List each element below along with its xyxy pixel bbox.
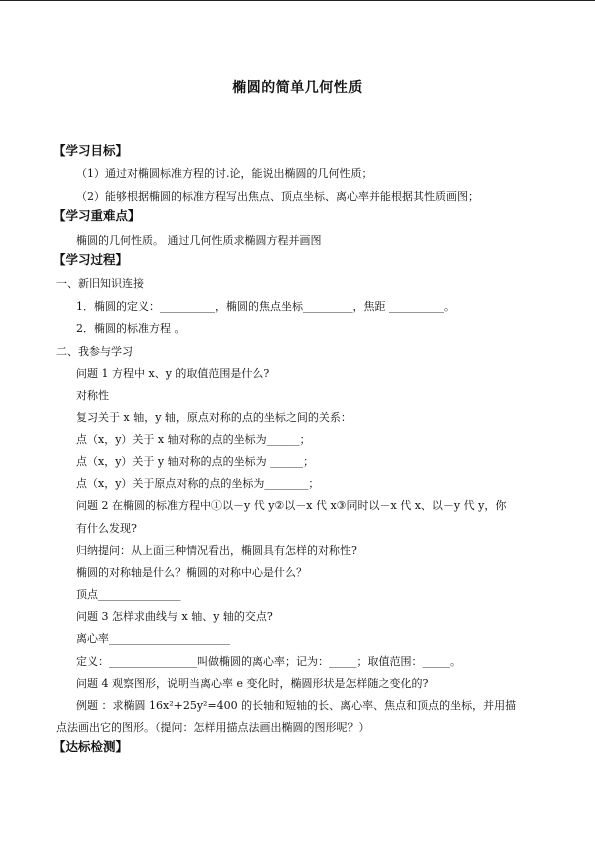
- section-heading-assessment: 【达标检测】: [53, 739, 129, 754]
- ellipse-definition-line: 1．椭圆的定义：__________，椭圆的焦点坐标_________，焦距 __________。: [76, 300, 455, 313]
- question-3: 问题 3 怎样求曲线与 x 轴、y 轴的交点?: [76, 610, 273, 623]
- axis-center-question: 椭圆的对称轴是什么？椭圆的对称中心是什么？: [76, 566, 307, 579]
- keypoints-text: 椭圆的几何性质。 通过几何性质求椭圆方程并画图: [76, 234, 322, 247]
- eccentricity-line: 离心率______________________: [76, 632, 230, 645]
- process-part-2-heading: 二、我参与学习: [56, 345, 133, 358]
- process-part-1-heading: 一、新旧知识连接: [56, 277, 144, 290]
- question-1: 问题 1 方程中 x、y 的取值范围是什么?: [76, 367, 270, 380]
- symmetry-y-axis: 点（x，y）关于 y 轴对称的点的坐标为 ______；: [76, 455, 315, 468]
- question-2: 问题 2 在椭圆的标准方程中①以－y 代 y②以－x 代 x③同时以－x 代 x、以－y 代 y，你: [76, 499, 507, 512]
- example-problem-continued: 点法画出它的图形。（提问：怎样用描点法画出椭圆的图形呢？）: [56, 721, 370, 734]
- goal-item-2: （2）能够根据椭圆的标准方程写出焦点、顶点坐标、离心率并能根据其性质画图；: [76, 190, 479, 203]
- symmetry-x-axis: 点（x，y）关于 x 轴对称的点的坐标为______；: [76, 433, 311, 446]
- standard-equation-line: 2．椭圆的标准方程 。: [76, 322, 186, 335]
- eccentricity-definition: 定义：________________叫做椭圆的离心率；记为：_____；取值范围：_____。: [76, 655, 461, 668]
- section-heading-goals: 【学习目标】: [53, 143, 129, 158]
- vertex-line: 顶点_______________: [76, 588, 181, 601]
- page-top-rule: [0, 0, 595, 1]
- goal-item-1: （1）通过对椭圆标准方程的讨.论，能说出椭圆的几何性质；: [76, 167, 373, 180]
- symmetry-label: 对称性: [76, 389, 109, 402]
- symmetry-origin: 点（x，y）关于原点对称的点的坐标为________；: [76, 477, 320, 490]
- section-heading-process: 【学习过程】: [53, 252, 129, 267]
- section-heading-keypoints: 【学习重难点】: [53, 208, 141, 223]
- page-title: 椭圆的简单几何性质: [232, 80, 363, 96]
- summary-question: 归纳提问：从上面三种情况看出，椭圆具有怎样的对称性?: [76, 544, 357, 557]
- example-problem: 例题 ：求椭圆 16x²+25y²=400 的长轴和短轴的长、离心率、焦点和顶点的坐标，并用描: [76, 699, 517, 712]
- question-2-continued: 有什么发现?: [76, 522, 137, 535]
- symmetry-review: 复习关于 x 轴，y 轴，原点对称的点的坐标之间的关系：: [76, 411, 352, 424]
- question-4: 问题 4 观察图形，说明当离心率 e 变化时，椭圆形状是怎样随之变化的?: [76, 677, 429, 690]
